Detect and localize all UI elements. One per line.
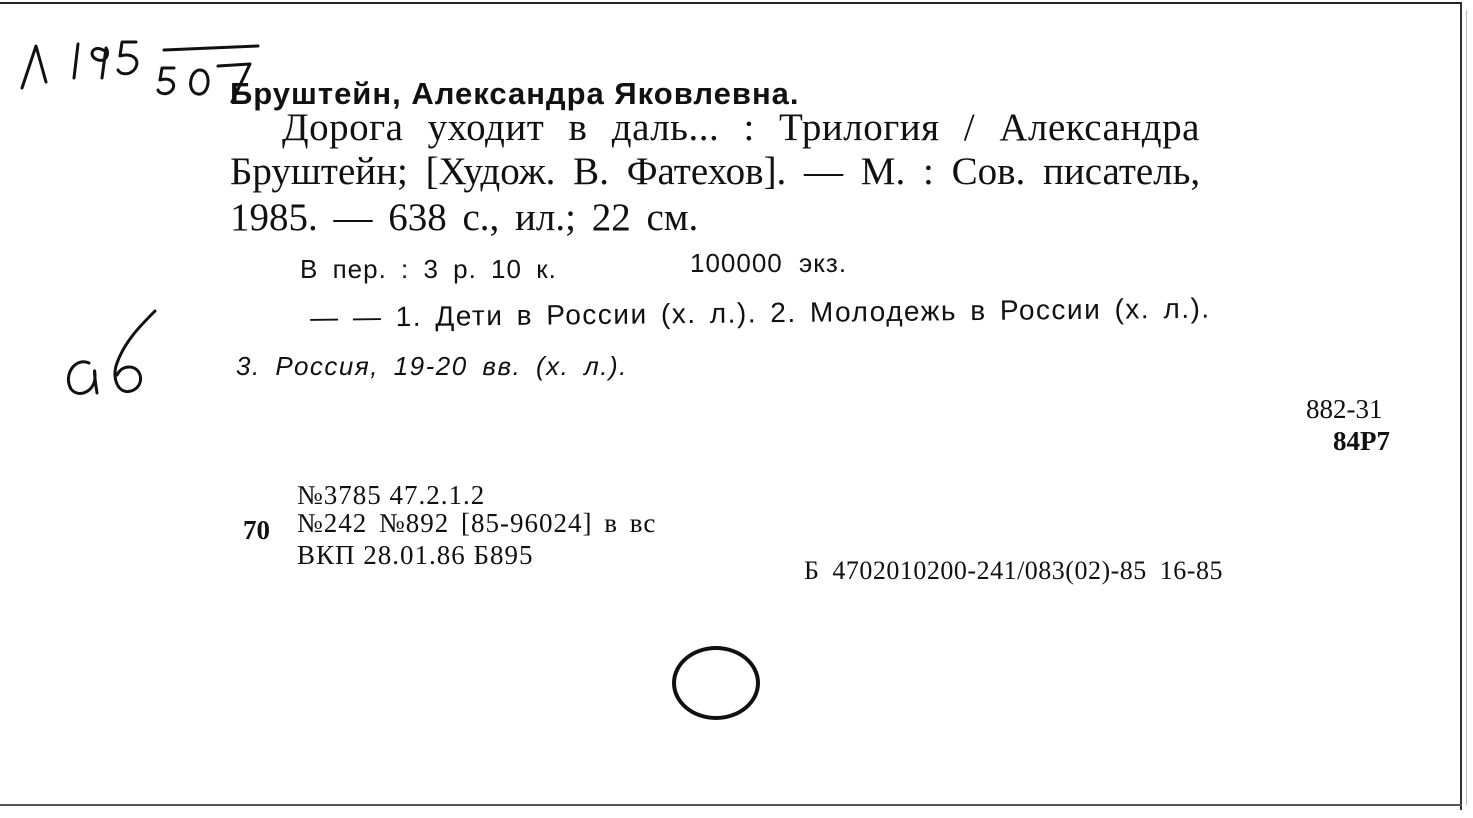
author-mark: 84Р7 [1333, 426, 1390, 456]
isbn-code: Б 4702010200-241/083(02)-85 16-85 [804, 556, 1223, 585]
title-line-1: Дорога уходит в даль... : Трилогия / Александра [282, 106, 1200, 149]
subjects-line-2: 3. Россия, 19-20 вв. (х. л.). [236, 351, 628, 381]
handwritten-mark [55, 305, 165, 405]
title-line-2: Бруштейн; [Худож. В. Фатехов]. — М. : Сов. писатель, [230, 150, 1201, 193]
title-line-3: 1985. — 638 с., ил.; 22 см. [230, 196, 699, 239]
card-hole [672, 646, 760, 720]
card-edge-line [1466, 10, 1467, 805]
card-top-border [0, 2, 1460, 4]
copies-text: 100000 экз. [690, 248, 848, 278]
footer-line-2: №242 №892 [85-96024] в вс [297, 508, 657, 538]
price-text: В пер. : 3 р. 10 к. [300, 254, 557, 284]
card-right-border [1460, 2, 1462, 810]
class-number: 882-31 [1306, 394, 1383, 424]
footer-prefix: 70 [243, 515, 270, 545]
handwritten-shelfmark [14, 30, 264, 110]
footer-line-1: №3785 47.2.1.2 [297, 480, 486, 510]
author-heading: Бруштейн, Александра Яковлевна. [230, 76, 800, 111]
footer-line-3: ВКП 28.01.86 Б895 [297, 540, 534, 570]
card-bottom-border [0, 804, 1462, 806]
subjects-line-1: — — 1. Дети в России (х. л.). 2. Молодежь в России (х. л.). [309, 292, 1211, 333]
